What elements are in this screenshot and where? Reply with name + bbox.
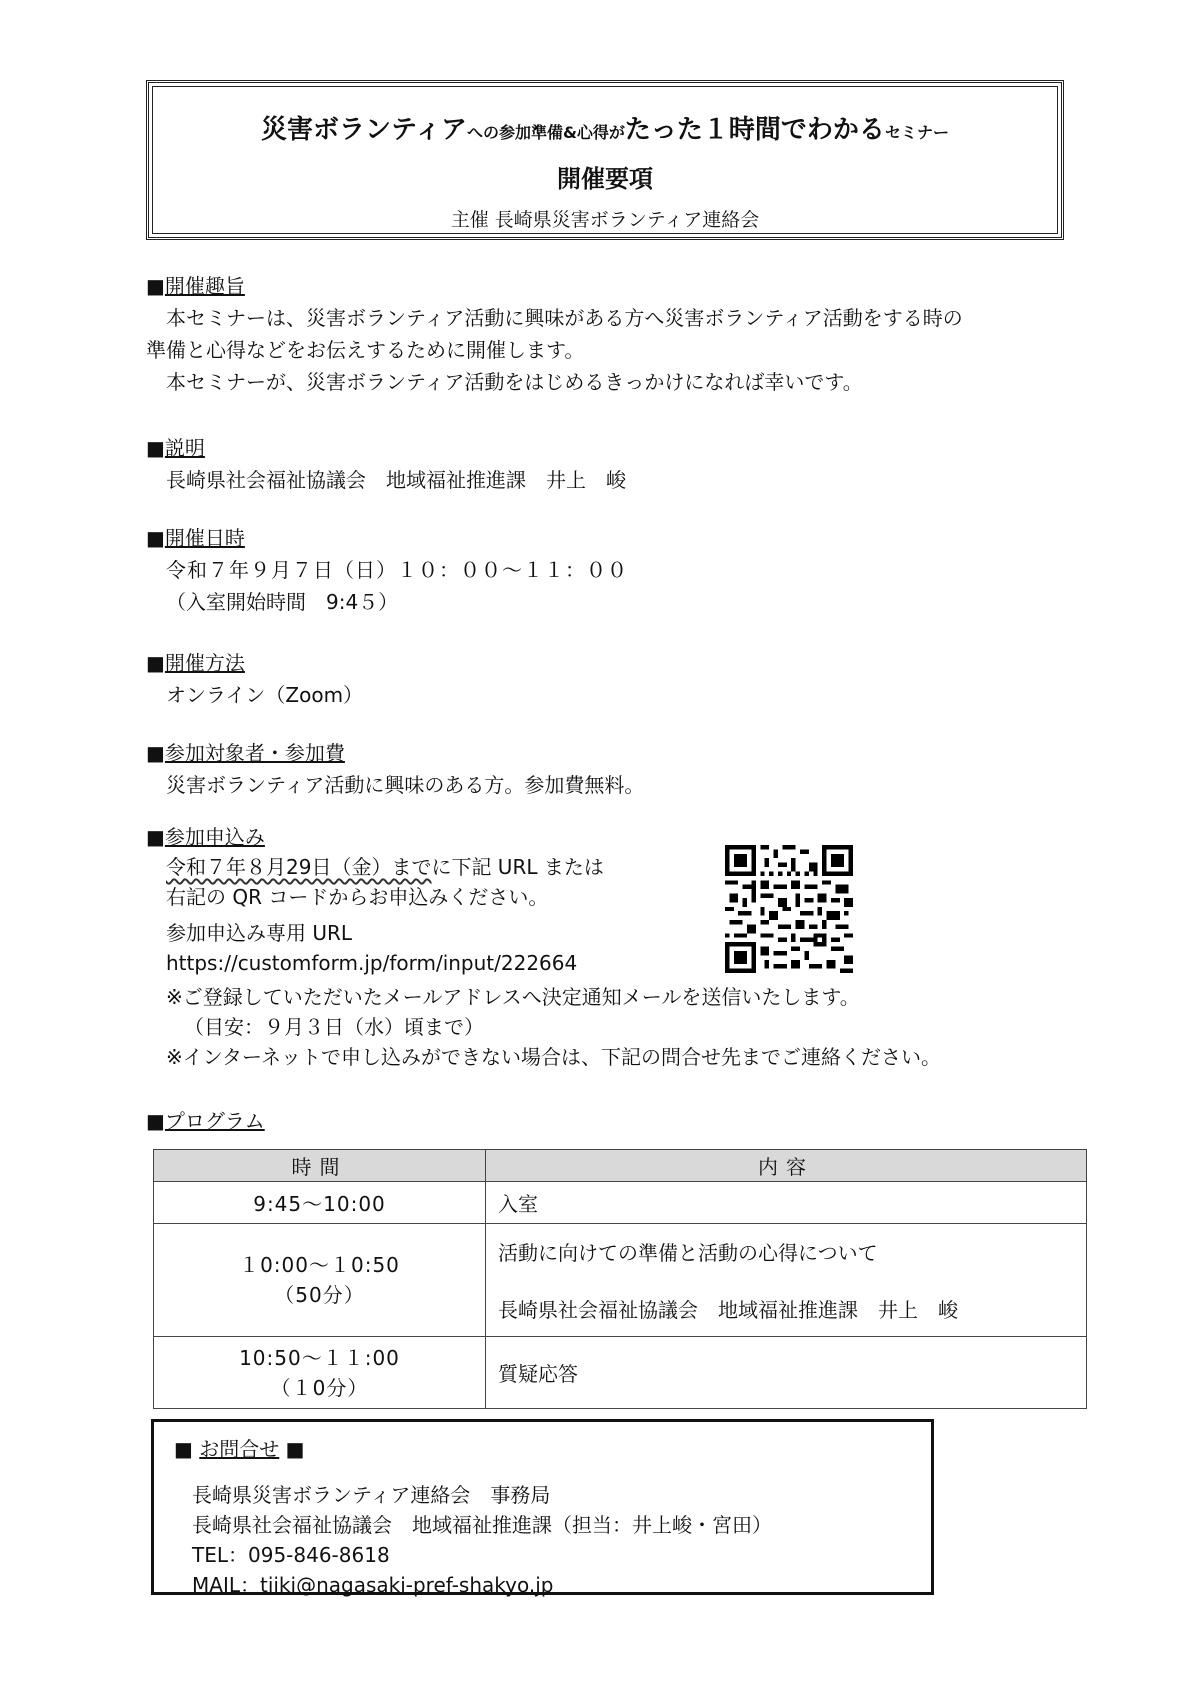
table-row (154, 1224, 1087, 1337)
contact-heading (174, 1434, 305, 1464)
purpose-paragraph-1b: 準備と心得などをお伝えするために開催します。 (146, 338, 585, 362)
contact-org: 長崎県災害ボランティア連絡会 事務局 (192, 1483, 551, 1507)
apply-note-2: （目安：９月３日（水）頃まで） (184, 1015, 484, 1039)
section-purpose (146, 270, 1076, 398)
title-part-d: セミナー (884, 123, 949, 142)
heading-label: 開催趣旨 (164, 274, 245, 298)
apply-url-link[interactable]: https://customform.jp/form/input/222664 (166, 951, 578, 975)
section-heading (146, 432, 1076, 464)
square-bullet-icon: ■ (146, 436, 165, 460)
organizer: 主催 長崎県災害ボランティア連絡会 (450, 209, 760, 231)
square-bullet-icon: ■ (146, 741, 165, 765)
table-header-row (154, 1150, 1087, 1182)
title-subheading: 開催要項 (557, 165, 653, 193)
section-target (146, 737, 1076, 801)
section-heading (146, 737, 1076, 769)
section-explain (146, 432, 1076, 496)
table-row (154, 1337, 1087, 1409)
section-program (146, 1105, 1076, 1137)
time-value: 9:45～10:00 (253, 1192, 386, 1216)
apply-note-1: ※ご登録していただいたメールアドレスへ決定通知メールを送信いたします。 (166, 985, 860, 1009)
content-value: 質疑応答 (498, 1362, 578, 1386)
purpose-paragraph-2: 本セミナーが、災害ボランティア活動をはじめるきっかけになれば幸いです。 (166, 370, 863, 394)
heading-label: 参加対象者・参加費 (164, 741, 345, 765)
duration-value: （50分） (274, 1283, 365, 1307)
title-part-c: たった１時間でわかる (624, 115, 885, 145)
row-time (154, 1224, 486, 1337)
apply-deadline-line (146, 852, 1076, 882)
square-bullet-icon: ■ (146, 274, 165, 298)
content-speaker: 長崎県社会福祉協議会 地域福祉推進課 井上 峻 (498, 1298, 958, 1322)
square-bullet-icon: ■ (174, 1437, 193, 1461)
seminar-title (149, 109, 1061, 146)
purpose-paragraph-1a: 本セミナーは、災害ボランティア活動に興味がある方へ災害ボランティア活動をする時の (166, 306, 963, 330)
apply-line2: 右記の QR コードからお申込みください。 (166, 885, 549, 909)
contact-lines (192, 1480, 772, 1600)
row-content (486, 1224, 1087, 1337)
section-heading (146, 1105, 1076, 1137)
heading-label: 説明 (164, 436, 205, 460)
qr-code-icon[interactable] (724, 845, 854, 973)
datetime-line: 令和７年９月７日（日）１０：００～１１：００ (166, 558, 628, 582)
section-heading (146, 270, 1076, 302)
heading-label: 開催方法 (164, 651, 245, 675)
table-row (154, 1182, 1087, 1224)
contact-box (151, 1419, 934, 1595)
contact-department: 長崎県社会福祉協議会 地域福祉推進課（担当：井上峻・宮田） (192, 1513, 772, 1537)
square-bullet-icon: ■ (146, 526, 165, 550)
duration-value: （１0分） (270, 1375, 369, 1400)
content-value: 活動に向けての準備と活動の心得について (498, 1241, 878, 1265)
heading-label: 参加申込み (164, 825, 265, 849)
method-body: オンライン（Zoom） (166, 683, 364, 707)
title-part-a: 災害ボランティア (261, 115, 467, 145)
header-time: 時間 (154, 1150, 486, 1182)
time-value: 10:50～１１:00 (239, 1345, 400, 1370)
section-heading (146, 822, 1076, 852)
section-apply (146, 822, 1076, 1072)
contact-heading-label: お問合せ (199, 1437, 280, 1461)
contact-email[interactable]: MAIL：tiiki@nagasaki-pref-shakyo.jp (192, 1573, 554, 1597)
square-bullet-icon: ■ (146, 825, 165, 849)
square-bullet-icon: ■ (146, 651, 165, 675)
square-bullet-icon: ■ (146, 1109, 165, 1133)
apply-deadline: 令和７年８月29日（金）まで (166, 855, 432, 879)
apply-note-3: ※インターネットで申し込みができない場合は、下記の問合せ先までご連絡ください。 (166, 1045, 941, 1069)
row-time (154, 1337, 486, 1409)
apply-line1-rest: に下記 URL または (431, 855, 604, 879)
time-value: １0:00～１0:50 (239, 1253, 400, 1277)
target-body: 災害ボランティア活動に興味のある方。参加費無料。 (166, 773, 645, 797)
section-heading (146, 522, 1076, 554)
heading-label: プログラム (164, 1109, 265, 1133)
section-method (146, 647, 1076, 711)
apply-url-label: 参加申込み専用 URL (166, 921, 353, 945)
square-bullet-icon: ■ (285, 1437, 305, 1461)
section-datetime (146, 522, 1076, 618)
explain-body: 長崎県社会福祉協議会 地域福祉推進課 井上 峻 (166, 468, 626, 492)
program-table (153, 1149, 1087, 1409)
entry-time: （入室開始時間 9:4５） (166, 590, 399, 614)
title-part-b: への参加準備&心得が (466, 123, 625, 142)
content-value: 入室 (498, 1192, 538, 1216)
header-content: 内容 (486, 1150, 1087, 1182)
title-box (146, 80, 1064, 240)
heading-label: 開催日時 (164, 526, 245, 550)
section-heading (146, 647, 1076, 679)
row-content (486, 1337, 1087, 1409)
contact-phone[interactable]: TEL：095-846-8618 (192, 1543, 390, 1567)
row-content (486, 1182, 1087, 1224)
row-time (154, 1182, 486, 1224)
